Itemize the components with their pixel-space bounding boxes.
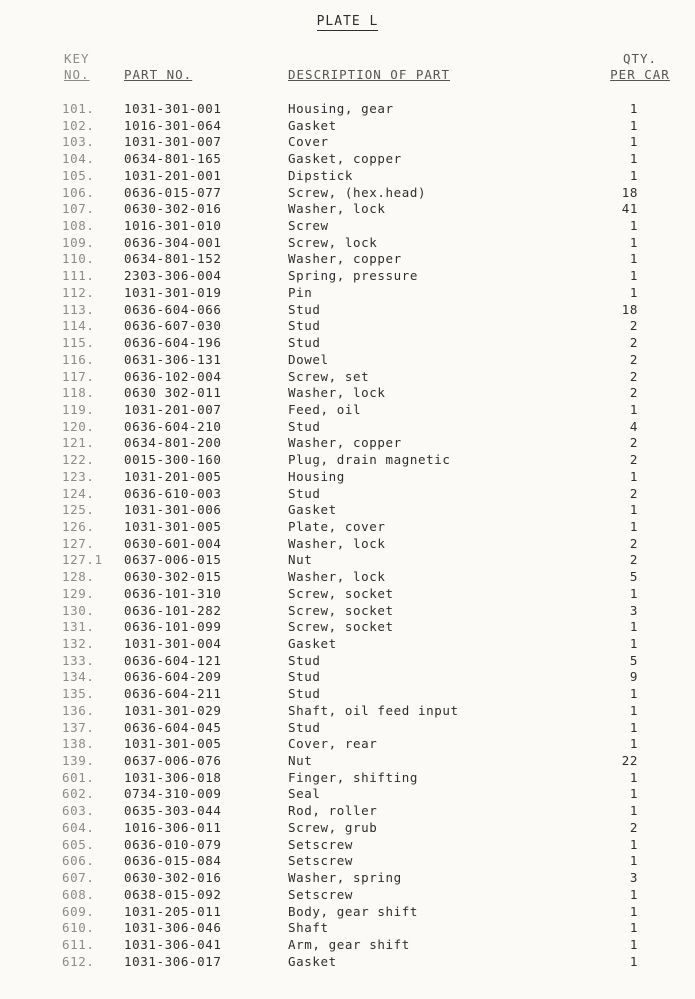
part-no-cell: 0637-006-015 — [124, 552, 222, 568]
table-row — [0, 569, 695, 586]
table-row — [0, 402, 695, 419]
description-cell: Stud — [288, 686, 321, 702]
key-no-cell: 133. — [62, 652, 95, 668]
qty-cell: 1 — [629, 936, 638, 952]
description-cell: Screw, grub — [288, 819, 378, 835]
key-no-cell: 112. — [62, 284, 95, 300]
table-row — [0, 385, 695, 402]
part-no-cell: 0636-101-310 — [124, 585, 222, 601]
key-no-cell: 610. — [62, 920, 95, 936]
qty-cell: 2 — [629, 385, 638, 401]
qty-cell: 1 — [629, 853, 638, 869]
description-cell: Washer, lock — [288, 569, 386, 585]
qty-cell: 1 — [629, 786, 638, 802]
key-no-cell: 106. — [62, 184, 95, 200]
key-no-cell: 122. — [62, 452, 95, 468]
qty-cell: 2 — [629, 485, 638, 501]
description-cell: Stud — [288, 301, 321, 317]
part-no-cell: 1016-306-011 — [124, 819, 222, 835]
table-row — [0, 151, 695, 168]
table-row — [0, 803, 695, 820]
table-row — [0, 168, 695, 185]
key-no-cell: 138. — [62, 736, 95, 752]
part-no-cell: 1031-301-006 — [124, 502, 222, 518]
qty-cell: 1 — [629, 268, 638, 284]
qty-cell: 4 — [629, 418, 638, 434]
key-no-cell: 601. — [62, 769, 95, 785]
key-no-cell: 116. — [62, 351, 95, 367]
page-title-text: PLATE L — [316, 14, 379, 29]
key-no-cell: 103. — [62, 134, 95, 150]
part-no-cell: 1031-201-005 — [124, 468, 222, 484]
description-cell: Screw — [288, 218, 329, 234]
table-row — [0, 904, 695, 921]
qty-cell: 18 — [621, 184, 638, 200]
part-no-cell: 0630 302-011 — [124, 385, 222, 401]
part-no-cell: 1031-201-007 — [124, 401, 222, 417]
description-cell: Plate, cover — [288, 518, 386, 534]
part-no-cell: 1031-306-017 — [124, 953, 222, 969]
table-row — [0, 887, 695, 904]
key-no-cell: 115. — [62, 335, 95, 351]
qty-cell: 1 — [629, 702, 638, 718]
description-cell: Cover — [288, 134, 329, 150]
table-row — [0, 369, 695, 386]
description-cell: Gasket — [288, 636, 337, 651]
part-no-cell: 0630-302-016 — [124, 201, 222, 217]
part-no-cell: 0636-607-030 — [124, 318, 222, 334]
qty-cell: 2 — [629, 335, 638, 351]
table-row — [0, 653, 695, 670]
qty-cell: 1 — [629, 401, 638, 417]
key-no-cell: 136. — [62, 702, 95, 718]
qty-cell: 2 — [629, 452, 638, 468]
description-cell: Screw, (hex.head) — [288, 184, 427, 200]
table-row — [0, 937, 695, 954]
table-row — [0, 954, 695, 971]
key-no-cell: 117. — [62, 368, 95, 384]
part-no-cell: 0630-302-015 — [124, 569, 222, 585]
qty-cell: 3 — [629, 602, 638, 618]
description-cell: Screw, socket — [288, 602, 394, 618]
part-no-cell: 1016-301-064 — [124, 117, 222, 133]
qty-cell: 1 — [629, 803, 638, 819]
qty-cell: 1 — [629, 903, 638, 919]
part-no-cell: 0636-604-210 — [124, 418, 222, 434]
key-no-cell: 606. — [62, 853, 95, 869]
qty-cell: 5 — [629, 569, 638, 585]
key-no-cell: 605. — [62, 836, 95, 852]
description-cell: Washer, lock — [288, 535, 386, 551]
qty-cell: 1 — [629, 502, 638, 518]
key-no-cell: 111. — [62, 268, 95, 284]
qty-cell: 1 — [629, 518, 638, 534]
key-no-cell: 113. — [62, 301, 95, 317]
part-no-cell: 0637-006-076 — [124, 753, 222, 769]
table-row — [0, 720, 695, 737]
qty-cell: 18 — [621, 301, 638, 317]
table-row — [0, 435, 695, 452]
part-no-cell: 0734-310-009 — [124, 786, 222, 802]
qty-cell: 1 — [629, 836, 638, 852]
part-no-cell: 2303-306-004 — [124, 268, 222, 284]
key-no-cell: 102. — [62, 117, 95, 133]
qty-cell: 2 — [629, 535, 638, 551]
key-no-cell: 137. — [62, 719, 95, 735]
key-no-cell: 123. — [62, 468, 95, 484]
table-row — [0, 335, 695, 352]
description-cell: Screw, set — [288, 368, 370, 384]
part-no-cell: 0636-101-282 — [124, 602, 222, 618]
description-cell: Washer, spring — [288, 870, 402, 886]
qty-cell: 5 — [629, 652, 638, 668]
description-cell: Finger, shifting — [288, 769, 419, 785]
part-no-cell: 0634-801-200 — [124, 435, 222, 451]
header-description: DESCRIPTION OF PART — [288, 67, 450, 82]
description-cell: Arm, gear shift — [288, 936, 410, 952]
description-cell: Washer, lock — [288, 385, 386, 401]
part-no-cell: 1031-301-029 — [124, 702, 222, 718]
table-row — [0, 452, 695, 469]
part-no-cell: 0631-306-131 — [124, 351, 222, 367]
description-cell: Gasket — [288, 502, 337, 518]
description-cell: Shaft — [288, 920, 329, 936]
qty-cell: 1 — [629, 251, 638, 267]
table-row — [0, 703, 695, 720]
description-cell: Setscrew — [288, 886, 354, 902]
description-cell: Rod, roller — [288, 803, 378, 819]
description-cell: Screw, socket — [288, 585, 394, 601]
description-cell: Nut — [288, 552, 313, 568]
key-no-cell: 608. — [62, 886, 95, 902]
key-no-cell: 127.1 — [62, 552, 103, 568]
part-no-cell: 0636-604-209 — [124, 669, 222, 685]
table-row — [0, 352, 695, 369]
part-no-cell: 0636-604-045 — [124, 719, 222, 735]
part-no-cell: 0636-610-003 — [124, 485, 222, 501]
key-no-cell: 108. — [62, 218, 95, 234]
key-no-cell: 132. — [62, 636, 95, 651]
part-no-cell: 1031-301-007 — [124, 134, 222, 150]
part-no-cell: 0634-801-165 — [124, 151, 222, 167]
table-row — [0, 218, 695, 235]
description-cell: Housing, gear — [288, 101, 394, 116]
key-no-cell: 128. — [62, 569, 95, 585]
part-no-cell: 0636-015-077 — [124, 184, 222, 200]
key-no-cell: 110. — [62, 251, 95, 267]
key-no-cell: 119. — [62, 401, 95, 417]
key-no-cell: 609. — [62, 903, 95, 919]
part-no-cell: 0636-010-079 — [124, 836, 222, 852]
key-no-cell: 109. — [62, 234, 95, 250]
qty-cell: 2 — [629, 552, 638, 568]
description-cell: Washer, copper — [288, 251, 402, 267]
part-no-cell: 0638-015-092 — [124, 886, 222, 902]
description-cell: Plug, drain magnetic — [288, 452, 451, 468]
description-cell: Stud — [288, 652, 321, 668]
qty-cell: 1 — [629, 117, 638, 133]
key-no-cell: 107. — [62, 201, 95, 217]
description-cell: Dowel — [288, 351, 329, 367]
key-no-cell: 118. — [62, 385, 95, 401]
key-no-cell: 604. — [62, 819, 95, 835]
description-cell: Seal — [288, 786, 321, 802]
description-cell: Stud — [288, 719, 321, 735]
header-qty-per-car — [600, 51, 680, 83]
qty-cell: 2 — [629, 368, 638, 384]
part-no-cell: 0636-101-099 — [124, 619, 222, 635]
key-no-cell: 602. — [62, 786, 95, 802]
key-no-cell: 101. — [62, 101, 95, 116]
description-cell: Stud — [288, 669, 321, 685]
table-row — [0, 419, 695, 436]
qty-cell: 22 — [621, 753, 638, 769]
header-part-no: PART NO. — [124, 67, 193, 82]
description-cell: Gasket — [288, 953, 337, 969]
qty-cell: 1 — [629, 920, 638, 936]
part-no-cell: 1031-301-001 — [124, 101, 222, 116]
table-row — [0, 318, 695, 335]
table-row — [0, 302, 695, 319]
qty-cell: 2 — [629, 318, 638, 334]
table-row — [0, 268, 695, 285]
key-no-cell: 120. — [62, 418, 95, 434]
description-cell: Gasket, copper — [288, 151, 402, 167]
part-no-cell: 0630-302-016 — [124, 870, 222, 886]
part-no-cell: 0636-604-211 — [124, 686, 222, 702]
key-no-cell: 611. — [62, 936, 95, 952]
qty-cell: 1 — [629, 151, 638, 167]
description-cell: Spring, pressure — [288, 268, 419, 284]
table-row — [0, 101, 695, 118]
description-cell: Screw, lock — [288, 234, 378, 250]
table-row — [0, 837, 695, 854]
table-row — [0, 770, 695, 787]
description-cell: Shaft, oil feed input — [288, 702, 459, 718]
parts-list — [0, 101, 695, 970]
header-key-line1: KEY — [64, 51, 90, 66]
qty-cell: 1 — [629, 468, 638, 484]
part-no-cell: 0015-300-160 — [124, 452, 222, 468]
key-no-cell: 125. — [62, 502, 95, 518]
qty-cell: 1 — [629, 218, 638, 234]
table-row — [0, 134, 695, 151]
part-no-cell: 0636-304-001 — [124, 234, 222, 250]
description-cell: Stud — [288, 418, 321, 434]
key-no-cell: 135. — [62, 686, 95, 702]
part-no-cell: 0636-015-084 — [124, 853, 222, 869]
part-no-cell: 0636-604-196 — [124, 335, 222, 351]
description-cell: Setscrew — [288, 853, 354, 869]
header-qty-line2: PER CAR — [610, 67, 670, 82]
description-cell: Dipstick — [288, 167, 354, 183]
key-no-cell: 105. — [62, 167, 95, 183]
part-no-cell: 0634-801-152 — [124, 251, 222, 267]
qty-cell: 1 — [629, 636, 638, 651]
table-row — [0, 686, 695, 703]
key-no-cell: 612. — [62, 953, 95, 969]
part-no-cell: 0630-601-004 — [124, 535, 222, 551]
part-no-cell: 0636-604-066 — [124, 301, 222, 317]
description-cell: Cover, rear — [288, 736, 378, 752]
description-cell: Nut — [288, 753, 313, 769]
qty-cell: 2 — [629, 819, 638, 835]
part-no-cell: 1031-306-046 — [124, 920, 222, 936]
part-no-cell: 1031-306-018 — [124, 769, 222, 785]
key-no-cell: 131. — [62, 619, 95, 635]
table-row — [0, 235, 695, 252]
table-row — [0, 603, 695, 620]
table-row — [0, 920, 695, 937]
qty-cell: 1 — [629, 101, 638, 116]
qty-cell: 1 — [629, 686, 638, 702]
qty-cell: 1 — [629, 284, 638, 300]
table-row — [0, 519, 695, 536]
header-key-no — [64, 51, 90, 83]
qty-cell: 1 — [629, 134, 638, 150]
table-row — [0, 753, 695, 770]
qty-cell: 1 — [629, 234, 638, 250]
description-cell: Housing — [288, 468, 345, 484]
part-no-cell: 1031-301-019 — [124, 284, 222, 300]
part-no-cell: 0636-102-004 — [124, 368, 222, 384]
table-row — [0, 736, 695, 753]
table-row — [0, 820, 695, 837]
part-no-cell: 1031-301-005 — [124, 736, 222, 752]
description-cell: Gasket — [288, 117, 337, 133]
table-row — [0, 185, 695, 202]
header-qty-line1: QTY. — [622, 51, 658, 66]
description-cell: Screw, socket — [288, 619, 394, 635]
key-no-cell: 114. — [62, 318, 95, 334]
table-row — [0, 201, 695, 218]
key-no-cell: 127. — [62, 535, 95, 551]
table-row — [0, 586, 695, 603]
table-row — [0, 853, 695, 870]
table-row — [0, 552, 695, 569]
part-no-cell: 1031-306-041 — [124, 936, 222, 952]
part-no-cell: 1031-205-011 — [124, 903, 222, 919]
table-row — [0, 486, 695, 503]
table-row — [0, 502, 695, 519]
qty-cell: 1 — [629, 953, 638, 969]
qty-cell: 1 — [629, 769, 638, 785]
description-cell: Stud — [288, 485, 321, 501]
key-no-cell: 139. — [62, 753, 95, 769]
table-row — [0, 669, 695, 686]
key-no-cell: 129. — [62, 585, 95, 601]
part-no-cell: 0635-303-044 — [124, 803, 222, 819]
part-no-cell: 1016-301-010 — [124, 218, 222, 234]
qty-cell: 9 — [629, 669, 638, 685]
qty-cell: 3 — [629, 870, 638, 886]
qty-cell: 2 — [629, 351, 638, 367]
description-cell: Body, gear shift — [288, 903, 419, 919]
table-row — [0, 285, 695, 302]
qty-cell: 41 — [621, 201, 638, 217]
key-no-cell: 130. — [62, 602, 95, 618]
description-cell: Pin — [288, 284, 313, 300]
qty-cell: 1 — [629, 886, 638, 902]
table-row — [0, 786, 695, 803]
table-row — [0, 619, 695, 636]
part-no-cell: 1031-301-005 — [124, 518, 222, 534]
part-no-cell: 1031-201-001 — [124, 167, 222, 183]
qty-cell: 1 — [629, 585, 638, 601]
table-row — [0, 536, 695, 553]
description-cell: Washer, copper — [288, 435, 402, 451]
table-row — [0, 118, 695, 135]
part-no-cell: 0636-604-121 — [124, 652, 222, 668]
qty-cell: 1 — [629, 619, 638, 635]
table-row — [0, 251, 695, 268]
page-title — [0, 14, 695, 29]
key-no-cell: 124. — [62, 485, 95, 501]
description-cell: Stud — [288, 335, 321, 351]
qty-cell: 1 — [629, 719, 638, 735]
key-no-cell: 603. — [62, 803, 95, 819]
qty-cell: 1 — [629, 736, 638, 752]
key-no-cell: 134. — [62, 669, 95, 685]
key-no-cell: 126. — [62, 518, 95, 534]
key-no-cell: 121. — [62, 435, 95, 451]
table-row — [0, 636, 695, 653]
table-row — [0, 469, 695, 486]
description-cell: Washer, lock — [288, 201, 386, 217]
part-no-cell: 1031-301-004 — [124, 636, 222, 651]
table-row — [0, 870, 695, 887]
description-cell: Stud — [288, 318, 321, 334]
description-cell: Setscrew — [288, 836, 354, 852]
qty-cell: 2 — [629, 435, 638, 451]
key-no-cell: 607. — [62, 870, 95, 886]
description-cell: Feed, oil — [288, 401, 362, 417]
qty-cell: 1 — [629, 167, 638, 183]
header-key-line2: NO. — [64, 67, 90, 82]
key-no-cell: 104. — [62, 151, 95, 167]
